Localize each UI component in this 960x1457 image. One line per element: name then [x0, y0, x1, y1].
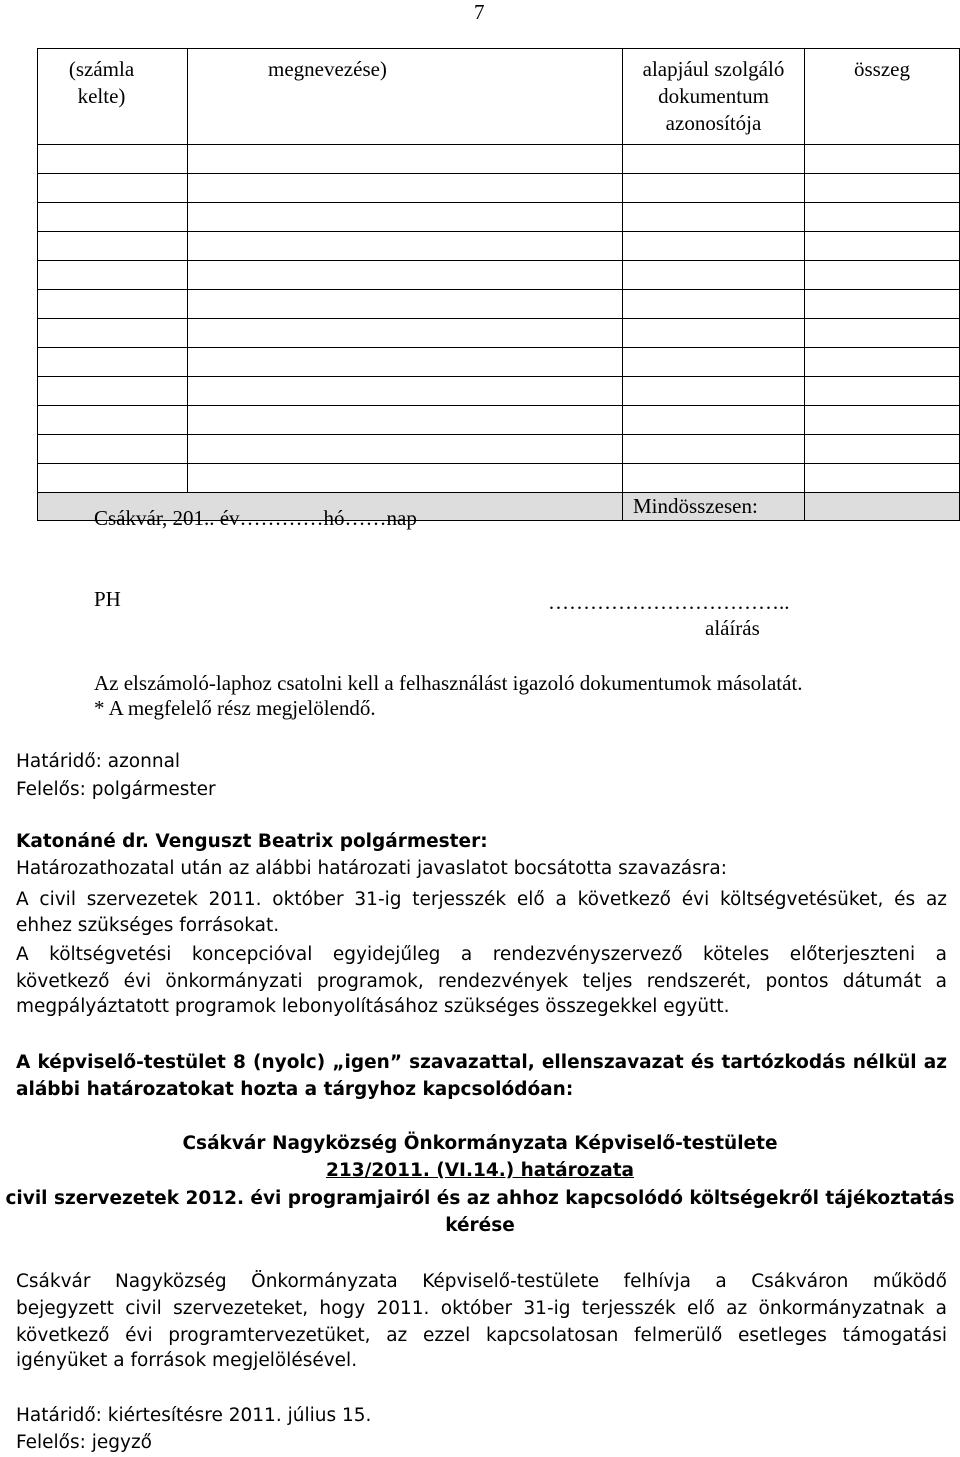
- deadline-immediate: Határidő: azonnal: [16, 751, 181, 772]
- table-cell: [188, 174, 623, 203]
- table-cell: [188, 464, 623, 493]
- table-cell: [623, 203, 805, 232]
- table-cell: [38, 203, 188, 232]
- table-cell: [805, 174, 960, 203]
- table-cell: [805, 377, 960, 406]
- table-cell: [188, 435, 623, 464]
- resolution-number: [0, 1160, 960, 1181]
- table-cell: [805, 348, 960, 377]
- table-cell: [38, 435, 188, 464]
- page-number: 7: [474, 0, 485, 24]
- proposal-line: megpályáztatott programok lebonyolításához szükséges összegekkel együtt.: [16, 996, 730, 1017]
- table-cell: [805, 232, 960, 261]
- table-row: [38, 174, 960, 203]
- table-row: [38, 464, 960, 493]
- total-label: Mindösszesen:: [623, 493, 805, 521]
- table-row: [38, 232, 960, 261]
- table-cell: [38, 348, 188, 377]
- table-cell: [623, 377, 805, 406]
- table-cell: [623, 319, 805, 348]
- table-cell: [805, 319, 960, 348]
- table-cell: [38, 319, 188, 348]
- table-cell: [623, 348, 805, 377]
- table-cell: [623, 261, 805, 290]
- vote-line: A képviselő-testület 8 (nyolc) „igen” szavazattal, ellenszavazat és tartózkodás nélkül az: [16, 1052, 947, 1073]
- table-cell: [38, 174, 188, 203]
- resolution-text-line: következő évi programtervezetüket, az ezzel kapcsolatosan felmerülő esetleges támogatási: [16, 1325, 947, 1346]
- table-cell: [188, 203, 623, 232]
- table-cell: [188, 348, 623, 377]
- deadline-notification: Határidő: kiértesítésre 2011. július 15.: [16, 1405, 372, 1426]
- proposal-line: A költségvetési koncepcióval egyidejűleg a rendezvényszervező köteles előterjeszteni a: [16, 944, 947, 965]
- table-cell: [805, 203, 960, 232]
- signature-label: aláírás: [705, 616, 760, 640]
- table-cell: [188, 377, 623, 406]
- table-cell: [38, 406, 188, 435]
- table-cell: [623, 406, 805, 435]
- table-cell: [188, 261, 623, 290]
- table-cell: [623, 290, 805, 319]
- proposal-line: ehhez szükséges forrásokat.: [16, 915, 280, 936]
- resolution-body: Csákvár Nagyközség Önkormányzata Képviselő-testülete: [182, 1133, 778, 1154]
- table-cell: [188, 319, 623, 348]
- responsible-notary: Felelős: jegyző: [16, 1432, 152, 1453]
- resolution-text-line: Csákvár Nagyközség Önkormányzata Képviselő-testülete felhívja a Csákváron működő: [16, 1271, 947, 1292]
- table-cell: [38, 232, 188, 261]
- table-cell: [188, 406, 623, 435]
- table-row: [38, 377, 960, 406]
- table-cell: [623, 435, 805, 464]
- table-row: [38, 290, 960, 319]
- table-cell: [805, 406, 960, 435]
- table-cell: [38, 290, 188, 319]
- table-cell: [188, 145, 623, 174]
- table-row: [38, 261, 960, 290]
- responsible-mayor: Felelős: polgármester: [16, 779, 216, 800]
- speaker-heading: Katonáné dr. Venguszt Beatrix polgármester:: [16, 831, 488, 852]
- table-cell: [188, 290, 623, 319]
- proposal-line: következő évi önkormányzati programok, rendezvények teljes rendszerét, pontos dátumát a: [16, 971, 947, 992]
- resolution-number-text: 213/2011. (VI.14.) határozata: [325, 1160, 635, 1181]
- table-cell: [805, 261, 960, 290]
- proposal-line: A civil szervezetek 2011. október 31-ig terjesszék elő a következő évi költségvetésüket, és az: [16, 889, 947, 910]
- table-cell: [623, 145, 805, 174]
- marking-note: * A megfelelő rész megjelölendő.: [94, 696, 376, 720]
- place-date-line: Csákvár, 201.. év…………hó……nap: [94, 506, 417, 530]
- table-cell: [805, 290, 960, 319]
- table-row: [38, 145, 960, 174]
- table-cell: [38, 377, 188, 406]
- header-document-id: alapjául szolgáló dokumentum azonosítója: [623, 49, 805, 145]
- resolution-subject-line: civil szervezetek 2012. évi programjairól és az ahhoz kapcsolódó költségekről tájékoztatás: [5, 1188, 955, 1209]
- resolution-text-line: bejegyzett civil szervezeteket, hogy 2011. október 31-ig terjesszék elő az önkormányzatnak a: [16, 1298, 947, 1319]
- table-header-row: [38, 49, 960, 145]
- resolution-subject-line: kérése: [445, 1215, 515, 1236]
- table-cell: [623, 232, 805, 261]
- table-cell: [805, 464, 960, 493]
- table-row: [38, 406, 960, 435]
- table-cell: [38, 145, 188, 174]
- table-row: [38, 319, 960, 348]
- table-row: [38, 435, 960, 464]
- table-row: [38, 203, 960, 232]
- header-amount: összeg: [805, 49, 960, 145]
- signature-line: ……………………………..: [548, 590, 790, 614]
- total-amount-cell: [805, 493, 960, 521]
- stamp-label: PH: [94, 587, 121, 611]
- table-cell: [188, 232, 623, 261]
- table-row: [38, 348, 960, 377]
- header-description: megnevezése): [188, 49, 623, 145]
- proposal-intro: Határozathozatal után az alábbi határozati javaslatot bocsátotta szavazásra:: [16, 858, 727, 879]
- expense-table: [37, 48, 960, 521]
- header-invoice-date: (számla kelte): [38, 49, 188, 145]
- resolution-text-line: igényüket a források megjelölésével.: [16, 1350, 358, 1371]
- table-cell: [38, 464, 188, 493]
- table-cell: [805, 435, 960, 464]
- table-cell: [805, 145, 960, 174]
- table-cell: [38, 261, 188, 290]
- table-cell: [623, 464, 805, 493]
- attachment-note: Az elszámoló-laphoz csatolni kell a felhasználást igazoló dokumentumok másolatát.: [94, 671, 803, 695]
- table-cell: [623, 174, 805, 203]
- vote-line: alábbi határozatokat hozta a tárgyhoz kapcsolódóan:: [16, 1079, 574, 1100]
